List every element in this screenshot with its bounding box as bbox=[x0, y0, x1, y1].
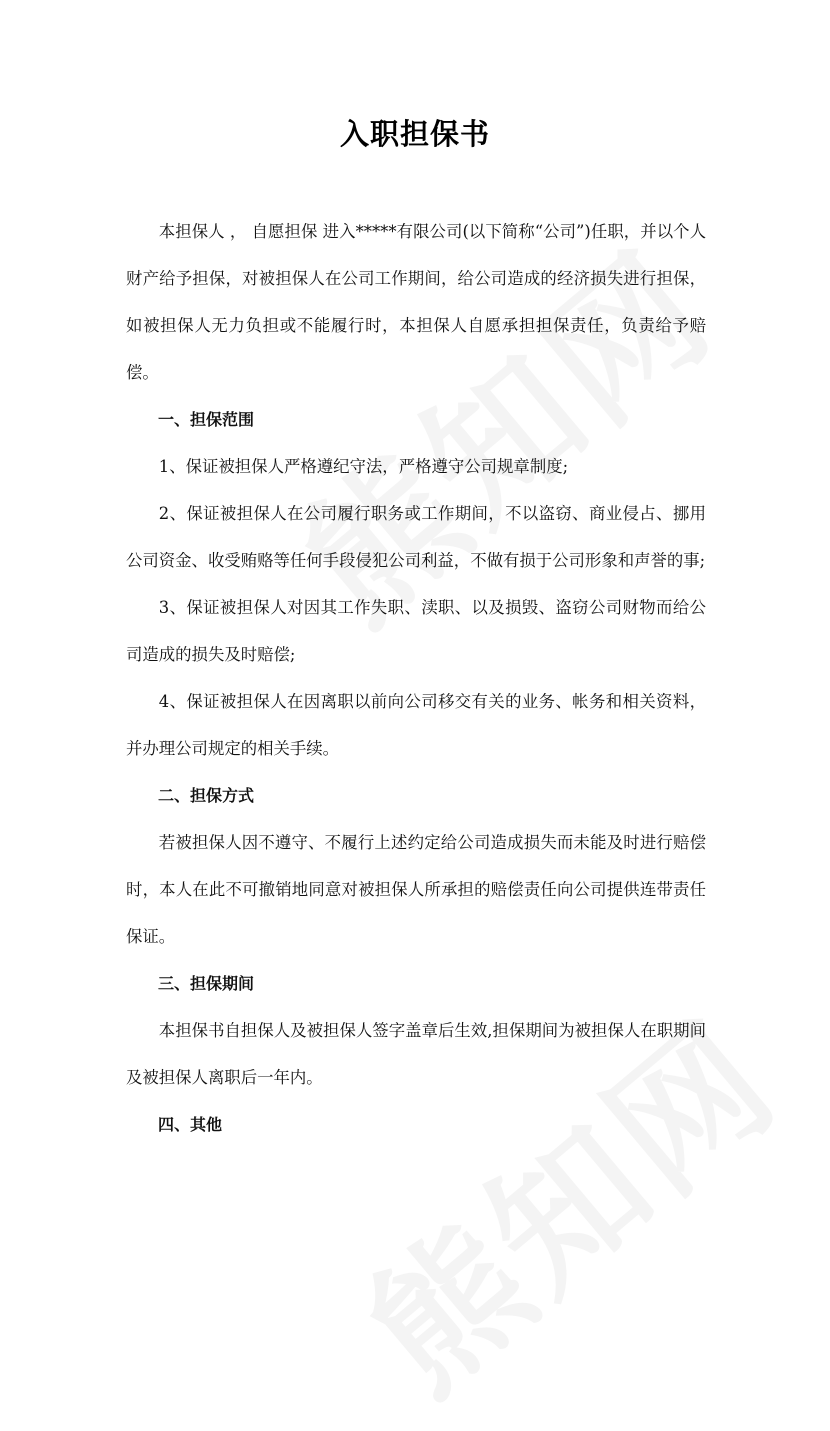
scope-item-4: 4、保证被担保人在因离职以前向公司移交有关的业务、帐务和相关资料，并办理公司规定的相关手续。 bbox=[126, 692, 706, 758]
scope-item-1: 1、保证被担保人严格遵纪守法，严格遵守公司规章制度; bbox=[158, 457, 569, 476]
section-heading-scope: 一、担保范围 bbox=[158, 410, 255, 429]
section-heading-period: 三、担保期间 bbox=[158, 974, 255, 993]
section-heading-other: 四、其他 bbox=[158, 1115, 223, 1134]
scope-item-3: 3、保证被担保人对因其工作失职、渎职、以及损毁、盗窃公司财物而给公司造成的损失及时赔偿; bbox=[126, 598, 706, 664]
scope-item-2: 2、保证被担保人在公司履行职务或工作期间，不以盗窃、商业侵占、挪用公司资金、收受贿赂等任何手段侵犯公司利益，不做有损于公司形象和声誉的事; bbox=[126, 504, 706, 570]
intro-paragraph: 本担保人 ， 自愿担保 进入*****有限公司(以下简称“公司”)任职，并以个人财产给予担保，对被担保人在公司工作期间，给公司造成的经济损失进行担保，如被担保人无力负担或不能履行时，本担保人自愿承担担保责任，负责给予赔偿。 bbox=[126, 222, 706, 382]
method-paragraph: 若被担保人因不遵守、不履行上述约定给公司造成损失而未能及时进行赔偿时，本人在此不可撤销地同意对被担保人所承担的赔偿责任向公司提供连带责任保证。 bbox=[126, 833, 706, 946]
period-paragraph: 本担保书自担保人及被担保人签字盖章后生效,担保期间为被担保人在职期间及被担保人离职后一年内。 bbox=[126, 1021, 706, 1087]
document-body bbox=[126, 208, 706, 1148]
page-title: 入职担保书 bbox=[339, 117, 490, 151]
section-heading-method: 二、担保方式 bbox=[158, 786, 255, 805]
